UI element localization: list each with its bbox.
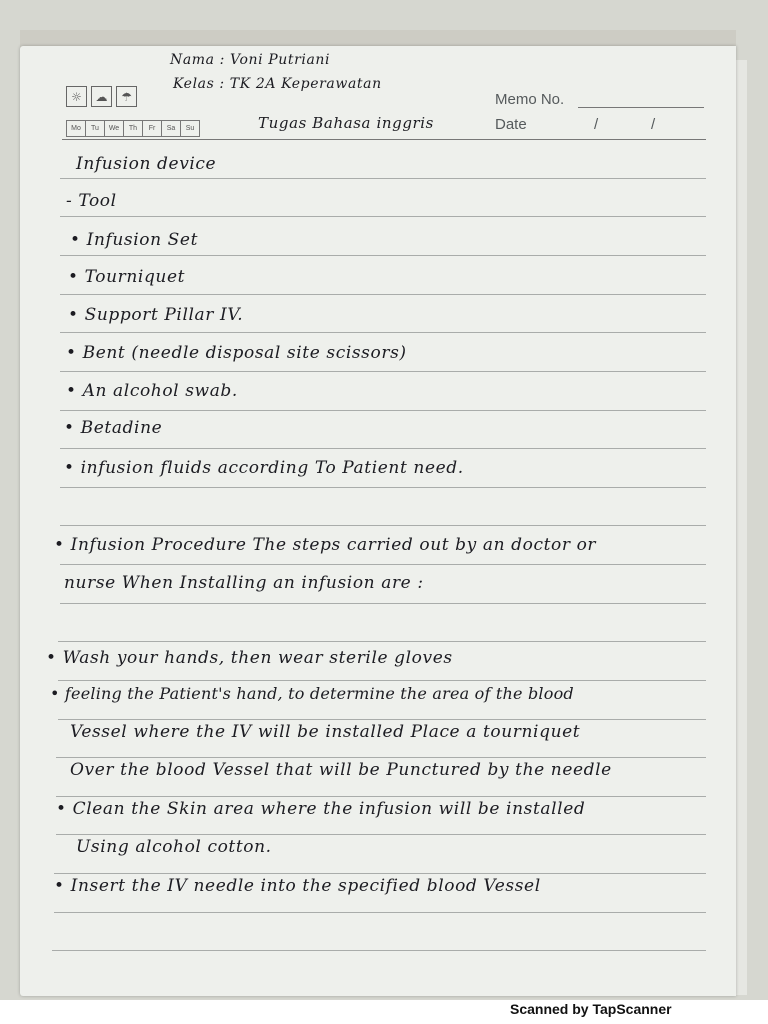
tool-item: • Tourniquet [68, 267, 186, 287]
ruled-line [60, 487, 706, 488]
ruled-line [60, 564, 706, 565]
procedure-step: • feeling the Patient's hand, to determine the area of the blood [50, 684, 574, 703]
tool-item: • infusion fluids according To Patient need. [64, 458, 464, 478]
procedure-intro: nurse When Installing an infusion are : [64, 573, 424, 593]
procedure-step: • Wash your hands, then wear sterile gloves [46, 648, 453, 668]
procedure-intro: • Infusion Procedure The steps carried out by an doctor or [54, 535, 597, 555]
ruled-line [58, 719, 706, 720]
ruled-line [60, 332, 706, 333]
day-box: Sa [161, 120, 181, 137]
tool-item: • Bent (needle disposal site scissors) [66, 343, 407, 363]
cloud-icon: ☁ [91, 86, 112, 107]
day-box: We [104, 120, 124, 137]
rain-icon: ☂ [116, 86, 137, 107]
assignment-title: Tugas Bahasa inggris [258, 114, 434, 132]
weather-icons [66, 86, 137, 107]
day-box: Fr [142, 120, 162, 137]
date-slash: / [651, 116, 656, 133]
ruled-line [60, 603, 706, 604]
tool-heading: - Tool [66, 191, 117, 211]
tool-item: • Infusion Set [70, 230, 199, 250]
ruled-line [56, 834, 706, 835]
memo-label: Memo No. [495, 91, 565, 108]
ruled-line [56, 796, 706, 797]
scanner-watermark: Scanned by TapScanner [510, 1001, 672, 1017]
notes-title: Infusion device [76, 154, 217, 174]
day-box: Th [123, 120, 143, 137]
procedure-step: Over the blood Vessel that will be Punctured by the needle [70, 760, 612, 780]
ruled-line [60, 525, 706, 526]
tool-item: • An alcohol swab. [66, 381, 238, 401]
sun-icon: ☼ [66, 86, 87, 107]
ruled-line [52, 950, 706, 951]
weekday-boxes [66, 120, 199, 137]
ruled-line [56, 757, 706, 758]
procedure-step: • Clean the Skin area where the infusion will be installed [56, 799, 586, 819]
date-slash: / [594, 116, 599, 133]
procedure-step: • Insert the IV needle into the specified blood Vessel [54, 876, 541, 896]
ruled-line [60, 216, 706, 217]
tool-item: • Support Pillar IV. [68, 305, 244, 325]
ruled-line [60, 294, 706, 295]
procedure-step: Vessel where the IV will be installed Place a tourniquet [70, 722, 581, 742]
date-label: Date [495, 116, 527, 133]
ruled-line [60, 178, 706, 179]
header-rule [62, 139, 706, 140]
memo-line [578, 107, 704, 108]
ruled-line [60, 371, 706, 372]
ruled-line [54, 912, 706, 913]
tool-item: • Betadine [64, 418, 163, 438]
ruled-line [60, 410, 706, 411]
procedure-step: Using alcohol cotton. [76, 837, 272, 857]
day-box: Mo [66, 120, 86, 137]
day-box: Su [180, 120, 200, 137]
ruled-line [54, 873, 706, 874]
student-name: Nama : Voni Putriani [170, 52, 331, 68]
student-class: Kelas : TK 2A Keperawatan [173, 76, 382, 92]
ruled-line [58, 641, 706, 642]
ruled-line [58, 680, 706, 681]
ruled-line [60, 255, 706, 256]
ruled-line [60, 448, 706, 449]
day-box: Tu [85, 120, 105, 137]
